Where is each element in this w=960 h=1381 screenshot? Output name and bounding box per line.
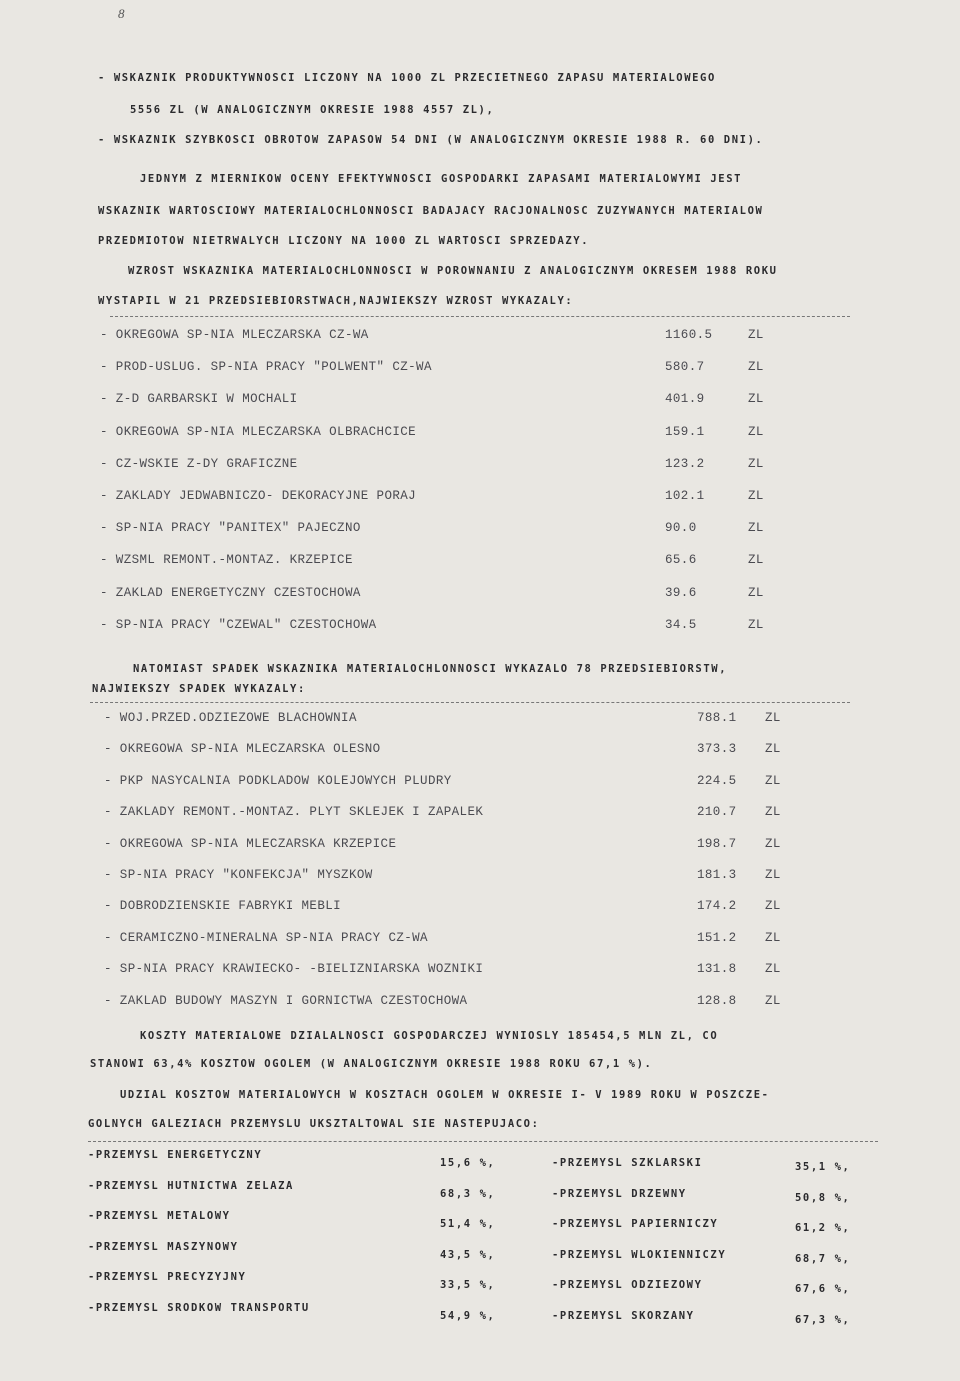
decrease-item-unit: ZL xyxy=(765,962,781,977)
closing-line: STANOWI 63,4% KOSZTOW OGOLEM (W ANALOGICZNYM OKRESIE 1988 ROKU 67,1 %). xyxy=(90,1058,653,1070)
industry-left-name: -PRZEMYSL METALOWY xyxy=(88,1210,231,1222)
decrease-item-unit: ZL xyxy=(765,899,781,914)
industry-right-value: 35,1 %, xyxy=(795,1161,851,1173)
decrease-item-unit: ZL xyxy=(765,993,781,1008)
increase-item-name: - OKREGOWA SP-NIA MLECZARSKA OLBRACHCICE xyxy=(100,424,417,439)
closing-line: GOLNYCH GALEZIACH PRZEMYSLU UKSZTALTOWAL SIE NASTEPUJACO: xyxy=(88,1118,540,1130)
increase-item-name: - SP-NIA PRACY "CZEWAL" CZESTOCHOWA xyxy=(100,617,377,632)
industry-left-name: -PRZEMYSL HUTNICTWA ZELAZA xyxy=(88,1179,294,1192)
industry-left-value: 33,5 %, xyxy=(440,1279,496,1291)
industry-right-value: 67,3 %, xyxy=(795,1313,851,1326)
decrease-item-unit: ZL xyxy=(765,711,781,725)
decrease-item-unit: ZL xyxy=(765,930,781,945)
decrease-item-value: 151.2 xyxy=(697,930,737,945)
increase-item-unit: ZL xyxy=(748,424,764,439)
increase-item-value: 102.1 xyxy=(665,489,705,503)
increase-item-unit: ZL xyxy=(748,489,764,503)
increase-item-unit: ZL xyxy=(748,553,764,568)
increase-item-name: - ZAKLADY JEDWABNICZO- DEKORACYJNE PORAJ xyxy=(100,489,417,503)
decrease-item-name: - OKREGOWA SP-NIA MLECZARSKA KRZEPICE xyxy=(104,836,397,851)
increase-item-unit: ZL xyxy=(748,456,764,471)
decrease-item-name: - DOBRODZIENSKIE FABRYKI MEBLI xyxy=(104,899,342,914)
increase-item-value: 401.9 xyxy=(665,392,705,407)
industry-right-value: 68,7 %, xyxy=(795,1252,851,1265)
intro-line: - WSKAZNIK SZYBKOSCI OBROTOW ZAPASOW 54 DNI (W ANALOGICZNYM OKRESIE 1988 R. 60 DNI). xyxy=(98,134,764,146)
industry-right-value: 50,8 %, xyxy=(795,1191,851,1204)
intro-line: WYSTAPIL W 21 PRZEDSIEBIORSTWACH,NAJWIEKSZY WZROST WYKAZALY: xyxy=(98,295,574,307)
decrease-item-value: 131.8 xyxy=(697,962,737,977)
intro-line: WZROST WSKAZNIKA MATERIALOCHLONNOSCI W POROWNANIU Z ANALOGICZNYM OKRESEM 1988 ROKU xyxy=(128,265,778,277)
industry-left-name: -PRZEMYSL PRECYZYJNY xyxy=(88,1271,247,1283)
middle-line: NATOMIAST SPADEK WSKAZNIKA MATERIALOCHLONNOSCI WYKAZALO 78 PRZEDSIEBIORSTW, xyxy=(133,663,728,675)
increase-item-name: - OKREGOWA SP-NIA MLECZARSKA CZ-WA xyxy=(100,328,369,342)
increase-item-value: 1160.5 xyxy=(665,328,713,342)
intro-line: - WSKAZNIK PRODUKTYWNOSCI LICZONY NA 1000 ZL PRZECIETNEGO ZAPASU MATERIALOWEGO xyxy=(98,72,716,84)
increase-item-name: - WZSML REMONT.-MONTAZ. KRZEPICE xyxy=(100,553,353,568)
industry-right-name: -PRZEMYSL DRZEWNY xyxy=(552,1187,687,1200)
industry-left-value: 51,4 %, xyxy=(440,1218,496,1230)
decrease-item-value: 373.3 xyxy=(697,742,737,757)
intro-line: WSKAZNIK WARTOSCIOWY MATERIALOCHLONNOSCI BADAJACY RACJONALNOSC ZUZYWANYCH MATERIALOW xyxy=(98,205,764,217)
industry-right-value: 67,6 %, xyxy=(795,1283,851,1295)
industry-right-name: -PRZEMYSL SZKLARSKI xyxy=(552,1157,703,1169)
decrease-item-name: - SP-NIA PRACY "KONFEKCJA" MYSZKOW xyxy=(104,868,373,882)
increase-item-value: 34.5 xyxy=(665,617,697,632)
increase-item-name: - Z-D GARBARSKI W MOCHALI xyxy=(100,392,298,407)
intro-line: 5556 ZL (W ANALOGICZNYM OKRESIE 1988 4557 ZL), xyxy=(130,104,495,116)
page-number: 8 xyxy=(118,6,125,21)
increase-item-value: 159.1 xyxy=(665,424,705,439)
increase-item-name: - CZ-WSKIE Z-DY GRAFICZNE xyxy=(100,456,298,471)
decrease-item-value: 181.3 xyxy=(697,868,737,882)
increase-item-unit: ZL xyxy=(748,392,764,407)
industry-right-name: -PRZEMYSL SKORZANY xyxy=(552,1309,695,1322)
decrease-item-name: - SP-NIA PRACY KRAWIECKO- -BIELIZNIARSKA WOZNIKI xyxy=(104,962,484,977)
industry-left-name: -PRZEMYSL MASZYNOWY xyxy=(88,1240,239,1253)
industry-left-value: 68,3 %, xyxy=(440,1187,496,1200)
divider xyxy=(110,316,850,317)
decrease-item-unit: ZL xyxy=(765,773,781,788)
intro-line: JEDNYM Z MIERNIKOW OCENY EFEKTYWNOSCI GOSPODARKI ZAPASAMI MATERIALOWYMI JEST xyxy=(140,173,743,185)
increase-item-value: 39.6 xyxy=(665,585,697,600)
industry-right-name: -PRZEMYSL PAPIERNICZY xyxy=(552,1218,719,1230)
increase-item-name: - ZAKLAD ENERGETYCZNY CZESTOCHOWA xyxy=(100,585,361,600)
decrease-item-value: 224.5 xyxy=(697,773,737,788)
increase-item-value: 65.6 xyxy=(665,553,697,568)
increase-item-value: 123.2 xyxy=(665,456,705,471)
industry-right-name: -PRZEMYSL ODZIEZOWY xyxy=(552,1279,703,1291)
industry-left-value: 43,5 %, xyxy=(440,1248,496,1261)
industry-left-name: -PRZEMYSL ENERGETYCZNY xyxy=(88,1149,263,1161)
decrease-item-unit: ZL xyxy=(765,742,781,757)
decrease-item-unit: ZL xyxy=(765,805,781,820)
decrease-item-name: - OKREGOWA SP-NIA MLECZARSKA OLESNO xyxy=(104,742,381,757)
closing-line: KOSZTY MATERIALOWE DZIALALNOSCI GOSPODARCZEJ WYNIOSLY 185454,5 MLN ZL, CO xyxy=(140,1030,719,1042)
increase-item-unit: ZL xyxy=(748,360,764,375)
middle-line: NAJWIEKSZY SPADEK WYKAZALY: xyxy=(92,683,306,695)
decrease-item-value: 788.1 xyxy=(697,711,737,725)
increase-item-unit: ZL xyxy=(748,585,764,600)
decrease-item-name: - WOJ.PRZED.ODZIEZOWE BLACHOWNIA xyxy=(104,711,357,725)
increase-item-value: 580.7 xyxy=(665,360,705,375)
increase-item-unit: ZL xyxy=(748,328,764,342)
decrease-item-name: - ZAKLAD BUDOWY MASZYN I GORNICTWA CZESTOCHOWA xyxy=(104,993,468,1008)
divider xyxy=(88,1141,878,1142)
increase-item-unit: ZL xyxy=(748,521,764,536)
decrease-item-value: 210.7 xyxy=(697,805,737,820)
industry-right-value: 61,2 %, xyxy=(795,1222,851,1234)
increase-item-name: - SP-NIA PRACY "PANITEX" PAJECZNO xyxy=(100,521,361,536)
decrease-item-value: 128.8 xyxy=(697,993,737,1008)
decrease-item-name: - ZAKLADY REMONT.-MONTAZ. PLYT SKLEJEK I ZAPALEK xyxy=(104,805,484,820)
intro-line: PRZEDMIOTOW NIETRWALYCH LICZONY NA 1000 ZL WARTOSCI SPRZEDAZY. xyxy=(98,235,590,247)
increase-item-name: - PROD-USLUG. SP-NIA PRACY "POLWENT" CZ-WA xyxy=(100,360,432,375)
decrease-item-unit: ZL xyxy=(765,836,781,851)
closing-line: UDZIAL KOSZTOW MATERIALOWYCH W KOSZTACH OGOLEM W OKRESIE I- V 1989 ROKU W POSZCZE- xyxy=(120,1089,770,1101)
industry-left-value: 15,6 %, xyxy=(440,1157,496,1169)
increase-item-value: 90.0 xyxy=(665,521,697,536)
decrease-item-name: - CERAMICZNO-MINERALNA SP-NIA PRACY CZ-WA xyxy=(104,930,428,945)
decrease-item-name: - PKP NASYCALNIA PODKLADOW KOLEJOWYCH PLUDRY xyxy=(104,773,452,788)
industry-left-value: 54,9 %, xyxy=(440,1309,496,1322)
increase-item-unit: ZL xyxy=(748,617,764,632)
decrease-item-unit: ZL xyxy=(765,868,781,882)
industry-left-name: -PRZEMYSL SRODKOW TRANSPORTU xyxy=(88,1301,310,1314)
decrease-item-value: 174.2 xyxy=(697,899,737,914)
divider xyxy=(90,702,850,703)
decrease-item-value: 198.7 xyxy=(697,836,737,851)
industry-right-name: -PRZEMYSL WLOKIENNICZY xyxy=(552,1248,727,1261)
